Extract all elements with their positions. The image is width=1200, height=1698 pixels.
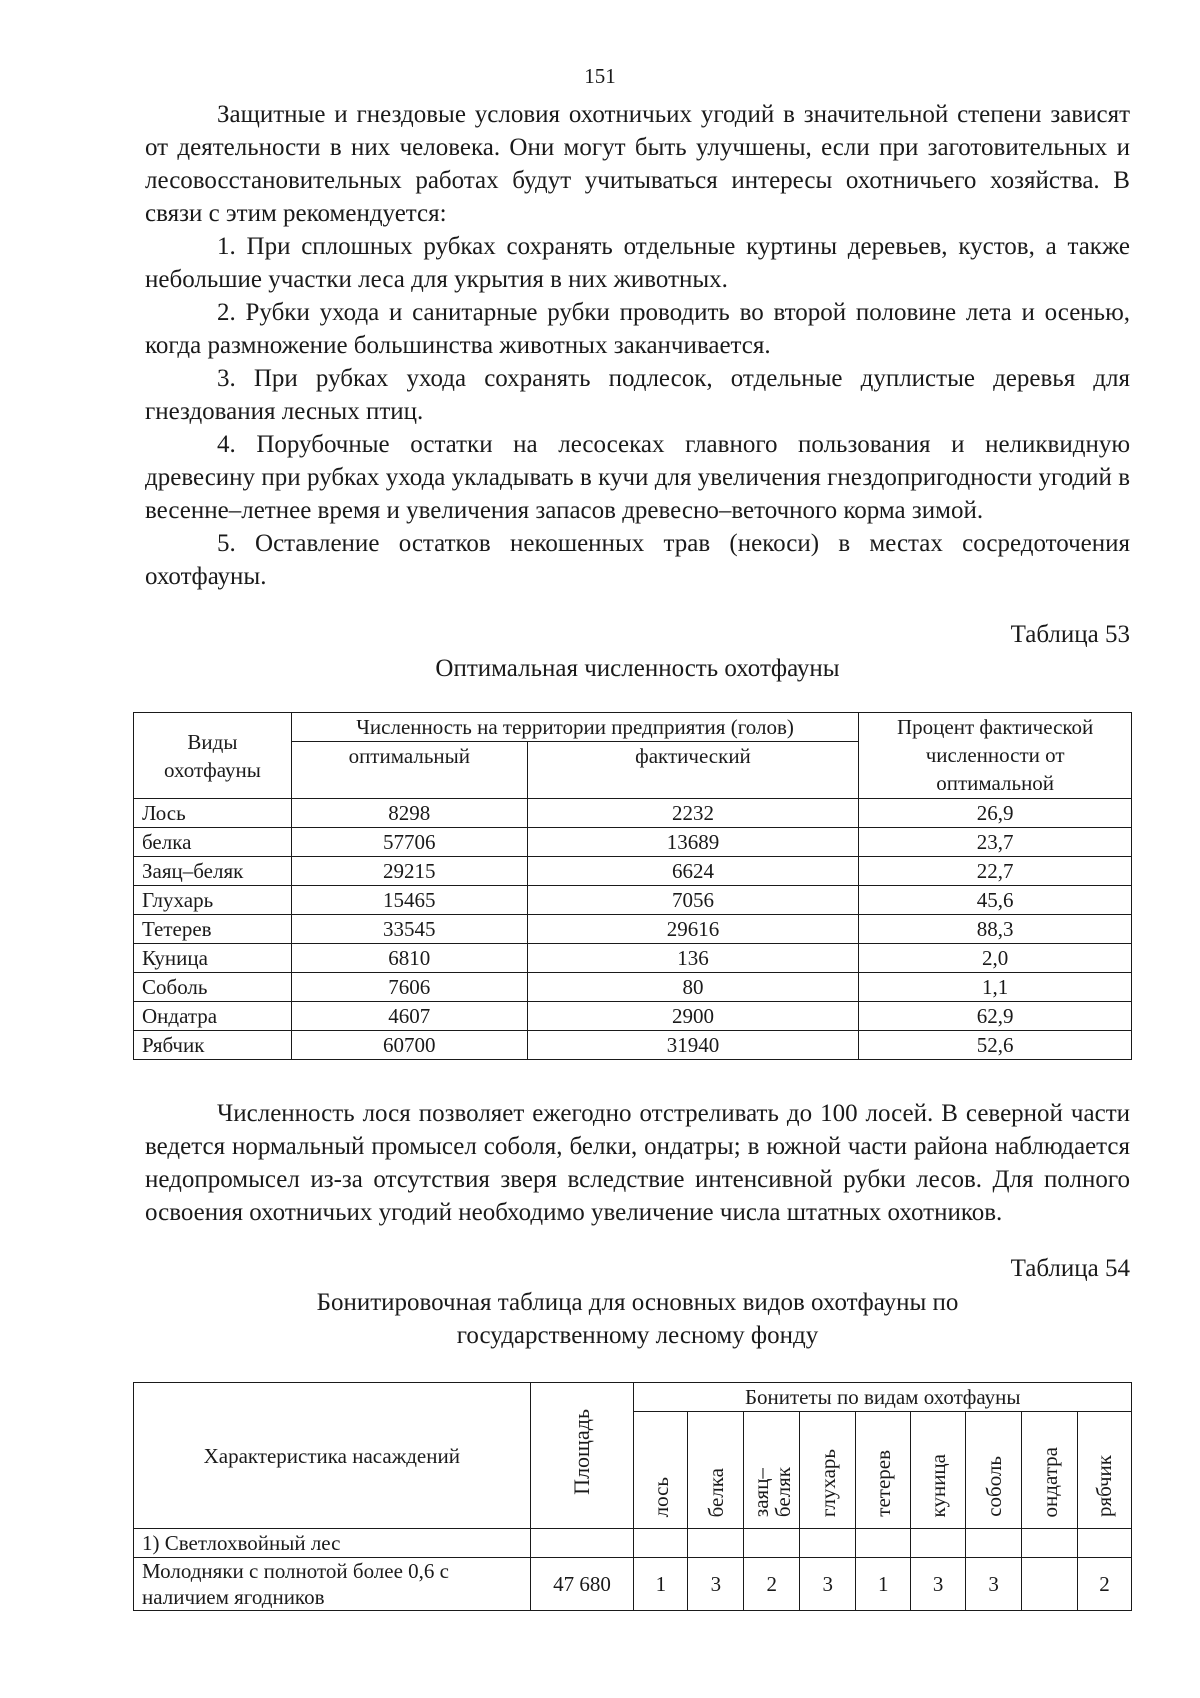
actual-cell: 2900 [527,1002,859,1031]
optimal-cell: 15465 [291,886,527,915]
middle-text-block [145,1097,1130,1229]
actual-cell: 31940 [527,1031,859,1060]
header-species-label: тетерев [871,1450,896,1517]
header-count-group: Численность на территории предприятия (голов) [291,713,858,742]
table-row [134,799,1132,828]
table-row [134,857,1132,886]
species-cell: белка [134,828,292,857]
header-optimal: оптимальный [291,742,527,799]
header-species: Виды охотфауны [134,713,292,799]
header-species-marten [911,1412,966,1529]
species-cell: Рябчик [134,1031,292,1060]
actual-cell: 13689 [527,828,859,857]
header-species-muskrat [1022,1412,1078,1529]
table54 [133,1382,1132,1611]
header-percent: Процент фактической численности от оптимальной [859,713,1132,799]
percent-cell: 52,6 [859,1031,1132,1060]
bonitet-cell: 2 [1077,1558,1131,1611]
bonitet-cell: 1 [634,1558,688,1611]
optimal-cell: 6810 [291,944,527,973]
actual-cell: 80 [527,973,859,1002]
table-row [134,944,1132,973]
recommendation-item: 1. При сплошных рубках сохранять отдельные куртины деревьев, кустов, а также небольшие участки леса для укрытия в них животных. [145,233,1130,293]
intro-paragraph: Защитные и гнездовые условия охотничьих угодий в значительной степени зависят от деятельности в них человека. Они могут быть улучшены, если при заготовительных и лесовосстановительных работах будут учитываться интересы охотничьего хозяйства. В связи с этим рекомендуется: [145,101,1130,227]
table54-title-line2: государственному лесному фонду [456,1322,819,1349]
empty-cell [966,1529,1022,1558]
table53 [133,712,1132,1060]
header-species-capercaillie [800,1412,856,1529]
percent-cell: 23,7 [859,828,1132,857]
actual-cell: 6624 [527,857,859,886]
table54-number: Таблица 54 [1010,1255,1130,1282]
empty-cell [1022,1529,1078,1558]
species-cell: Тетерев [134,915,292,944]
empty-cell [744,1529,800,1558]
optimal-cell: 7606 [291,973,527,1002]
percent-cell: 26,9 [859,799,1132,828]
header-species-hare [744,1412,800,1529]
recommendation-item: 2. Рубки ухода и санитарные рубки проводить во второй половине лета и осенью, когда размножение большинства животных заканчивается. [145,299,1130,359]
header-species-sable [966,1412,1022,1529]
header-area-label: Площадь [568,1409,594,1495]
header-species-black-grouse [856,1412,911,1529]
table53-title: Оптимальная численность охотфауны [435,655,840,682]
optimal-cell: 4607 [291,1002,527,1031]
empty-cell [530,1529,634,1558]
species-cell: Лось [134,799,292,828]
optimal-cell: 8298 [291,799,527,828]
table-row [134,1558,1132,1611]
species-cell: Заяц–беляк [134,857,292,886]
empty-cell [634,1529,688,1558]
bonitet-cell [1022,1558,1078,1611]
middle-paragraph: Численность лося позволяет ежегодно отстреливать до 100 лосей. В северной части ведется нормальный промысел соболя, белки, ондатры; в южной части района наблюдается недопромысел из-за отсутствия зверя вследствие интенсивной рубки лесов. Для полного освоения охотничьих угодий необходимо увеличение числа штатных охотников. [145,1100,1130,1226]
header-area [530,1383,634,1529]
optimal-cell: 60700 [291,1031,527,1060]
table-row [134,1002,1132,1031]
header-species-label: глухарь [815,1448,840,1517]
bonitet-cell: 2 [744,1558,800,1611]
table-row [134,828,1132,857]
section-label: 1) Светлохвойный лес [134,1529,531,1558]
table-row [134,1031,1132,1060]
actual-cell: 7056 [527,886,859,915]
bonitet-cell: 3 [966,1558,1022,1611]
species-cell: Соболь [134,973,292,1002]
percent-cell: 1,1 [859,973,1132,1002]
table54-title-line1: Бонитировочная таблица для основных видов охотфауны по [316,1289,959,1316]
species-cell: Куница [134,944,292,973]
recommendation-item: 3. При рубках ухода сохранять подлесок, отдельные дуплистые деревья для гнездования лесных птиц. [145,365,1130,425]
table-row [134,973,1132,1002]
actual-cell: 29616 [527,915,859,944]
intro-text-block [145,98,1130,593]
header-species-label: куница [926,1453,951,1517]
optimal-cell: 33545 [291,915,527,944]
bonitet-cell: 1 [856,1558,911,1611]
bonitet-cell: 3 [800,1558,856,1611]
header-species-hazel-grouse [1077,1412,1131,1529]
percent-cell: 62,9 [859,1002,1132,1031]
empty-cell [800,1529,856,1558]
empty-cell [911,1529,966,1558]
area-cell: 47 680 [530,1558,634,1611]
header-species-label: заяц– беляк [748,1466,795,1517]
page-number: 151 [584,64,616,88]
header-species-label: соболь [981,1456,1006,1517]
table-row [134,886,1132,915]
header-species-label: рябчик [1092,1454,1117,1517]
species-cell: Глухарь [134,886,292,915]
header-characteristic: Характеристика насаждений [134,1383,531,1529]
bonitet-cell: 3 [911,1558,966,1611]
recommendation-item: 5. Оставление остатков некошенных трав (некоси) в местах сосредоточения охотфауны. [145,530,1130,590]
actual-cell: 2232 [527,799,859,828]
header-bonitet-group: Бонитеты по видам охотфауны [634,1383,1132,1412]
percent-cell: 2,0 [859,944,1132,973]
header-species-elk [634,1412,688,1529]
header-species-squirrel [688,1412,744,1529]
characteristic-cell: Молодняки с полнотой более 0,6 с наличием ягодников [134,1558,531,1611]
optimal-cell: 29215 [291,857,527,886]
header-species-label: белка [703,1467,728,1517]
species-cell: Ондатра [134,1002,292,1031]
header-species-label: ондатра [1037,1446,1062,1517]
percent-cell: 88,3 [859,915,1132,944]
header-actual: фактический [527,742,859,799]
empty-cell [856,1529,911,1558]
percent-cell: 45,6 [859,886,1132,915]
header-species-label: лось [648,1476,673,1517]
actual-cell: 136 [527,944,859,973]
empty-cell [688,1529,744,1558]
table53-number: Таблица 53 [1010,621,1130,648]
section-row [134,1529,1132,1558]
empty-cell [1077,1529,1131,1558]
recommendation-item: 4. Порубочные остатки на лесосеках главного пользования и неликвидную древесину при рубках ухода укладывать в кучи для увеличения гнездопригодности угодий в весенне–летнее время и увеличения запасов древесно–веточного корма зимой. [145,431,1130,524]
bonitet-cell: 3 [688,1558,744,1611]
table-row [134,915,1132,944]
percent-cell: 22,7 [859,857,1132,886]
optimal-cell: 57706 [291,828,527,857]
